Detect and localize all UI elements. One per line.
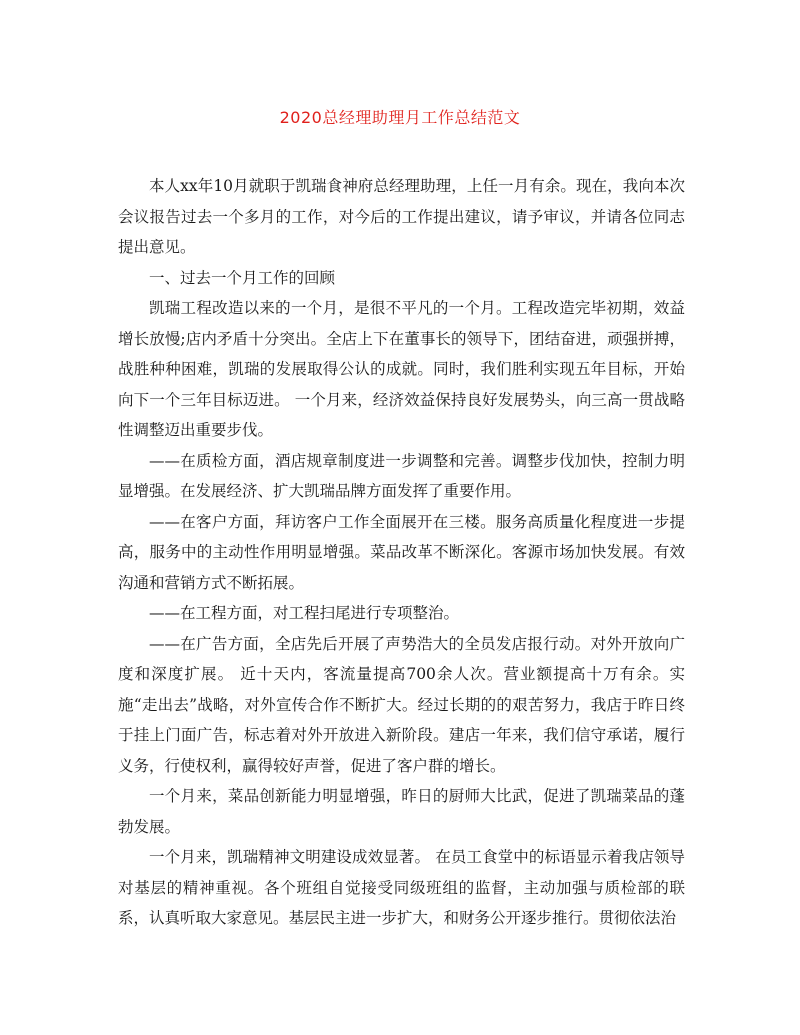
section-heading: 一、过去一个月工作的回顾 (149, 268, 336, 287)
paragraph-dishes: 一个月来，菜品创新能力明显增强，昨日的厨师大比武，促进了凯瑞菜品的蓬勃发展。 (118, 787, 685, 836)
paragraph-customer: ——在客户方面，拜访客户工作全面展开在三楼。服务高质量化程度进一步提高，服务中的主动性作用明显增强。菜品改革不断深化。客源市场加快发展。有效沟通和营销方式不断拓展。 (118, 512, 685, 592)
document-title: 2020总经理助理月工作总结范文 (279, 108, 521, 127)
document-body (118, 171, 685, 934)
paragraph-review: 凯瑞工程改造以来的一个月，是很不平凡的一个月。工程改造完毕初期，效益增长放慢;店内矛盾十分突出。全店上下在董事长的领导下，团结奋进，顽强拼搏，战胜种种困难，凯瑞的发展取得公认的成就。同时，我们胜利实现五年目标，开始向下一个三年目标迈进。 一个月来，经济效益保持良好发展势头，向三高一贯战略性调整迈出重要步伐。 (118, 299, 685, 439)
paragraph-culture: 一个月来，凯瑞精神文明建设成效显著。 在员工食堂中的标语显示着我店领导对基层的精神重视。各个班组自觉接受同级班组的监督，主动加强与质检部的联系，认真听取大家意见。基层民主进一步扩大，和财务公开逐步推行。贯彻依法治 (118, 848, 685, 927)
paragraph-quality: ——在质检方面，酒店规章制度进一步调整和完善。调整步伐加快，控制力明显增强。在发展经济、扩大凯瑞品牌方面发挥了重要作用。 (118, 451, 685, 500)
paragraph-intro: 本人xx年10月就职于凯瑞食神府总经理助理，上任一月有余。现在，我向本次会议报告过去一个多月的工作，对今后的工作提出建议，请予审议，并请各位同志提出意见。 (118, 177, 685, 256)
paragraph-advertising: ——在广告方面，全店先后开展了声势浩大的全员发店报行动。对外开放向广度和深度扩展。 近十天内，客流量提高700余人次。营业额提高十万有余。实施“走出去”战略，对外宣传合作不断扩大。经过长期的的艰苦努力，我店于昨日终于挂上门面广告，标志着对外开放进入新阶段。建店一年来，我们信守承诺，履行义务，行使权利，赢得较好声誉，促进了客户群的增长。 (118, 634, 685, 775)
paragraph-engineering: ——在工程方面，对工程扫尾进行专项整治。 (149, 604, 460, 622)
